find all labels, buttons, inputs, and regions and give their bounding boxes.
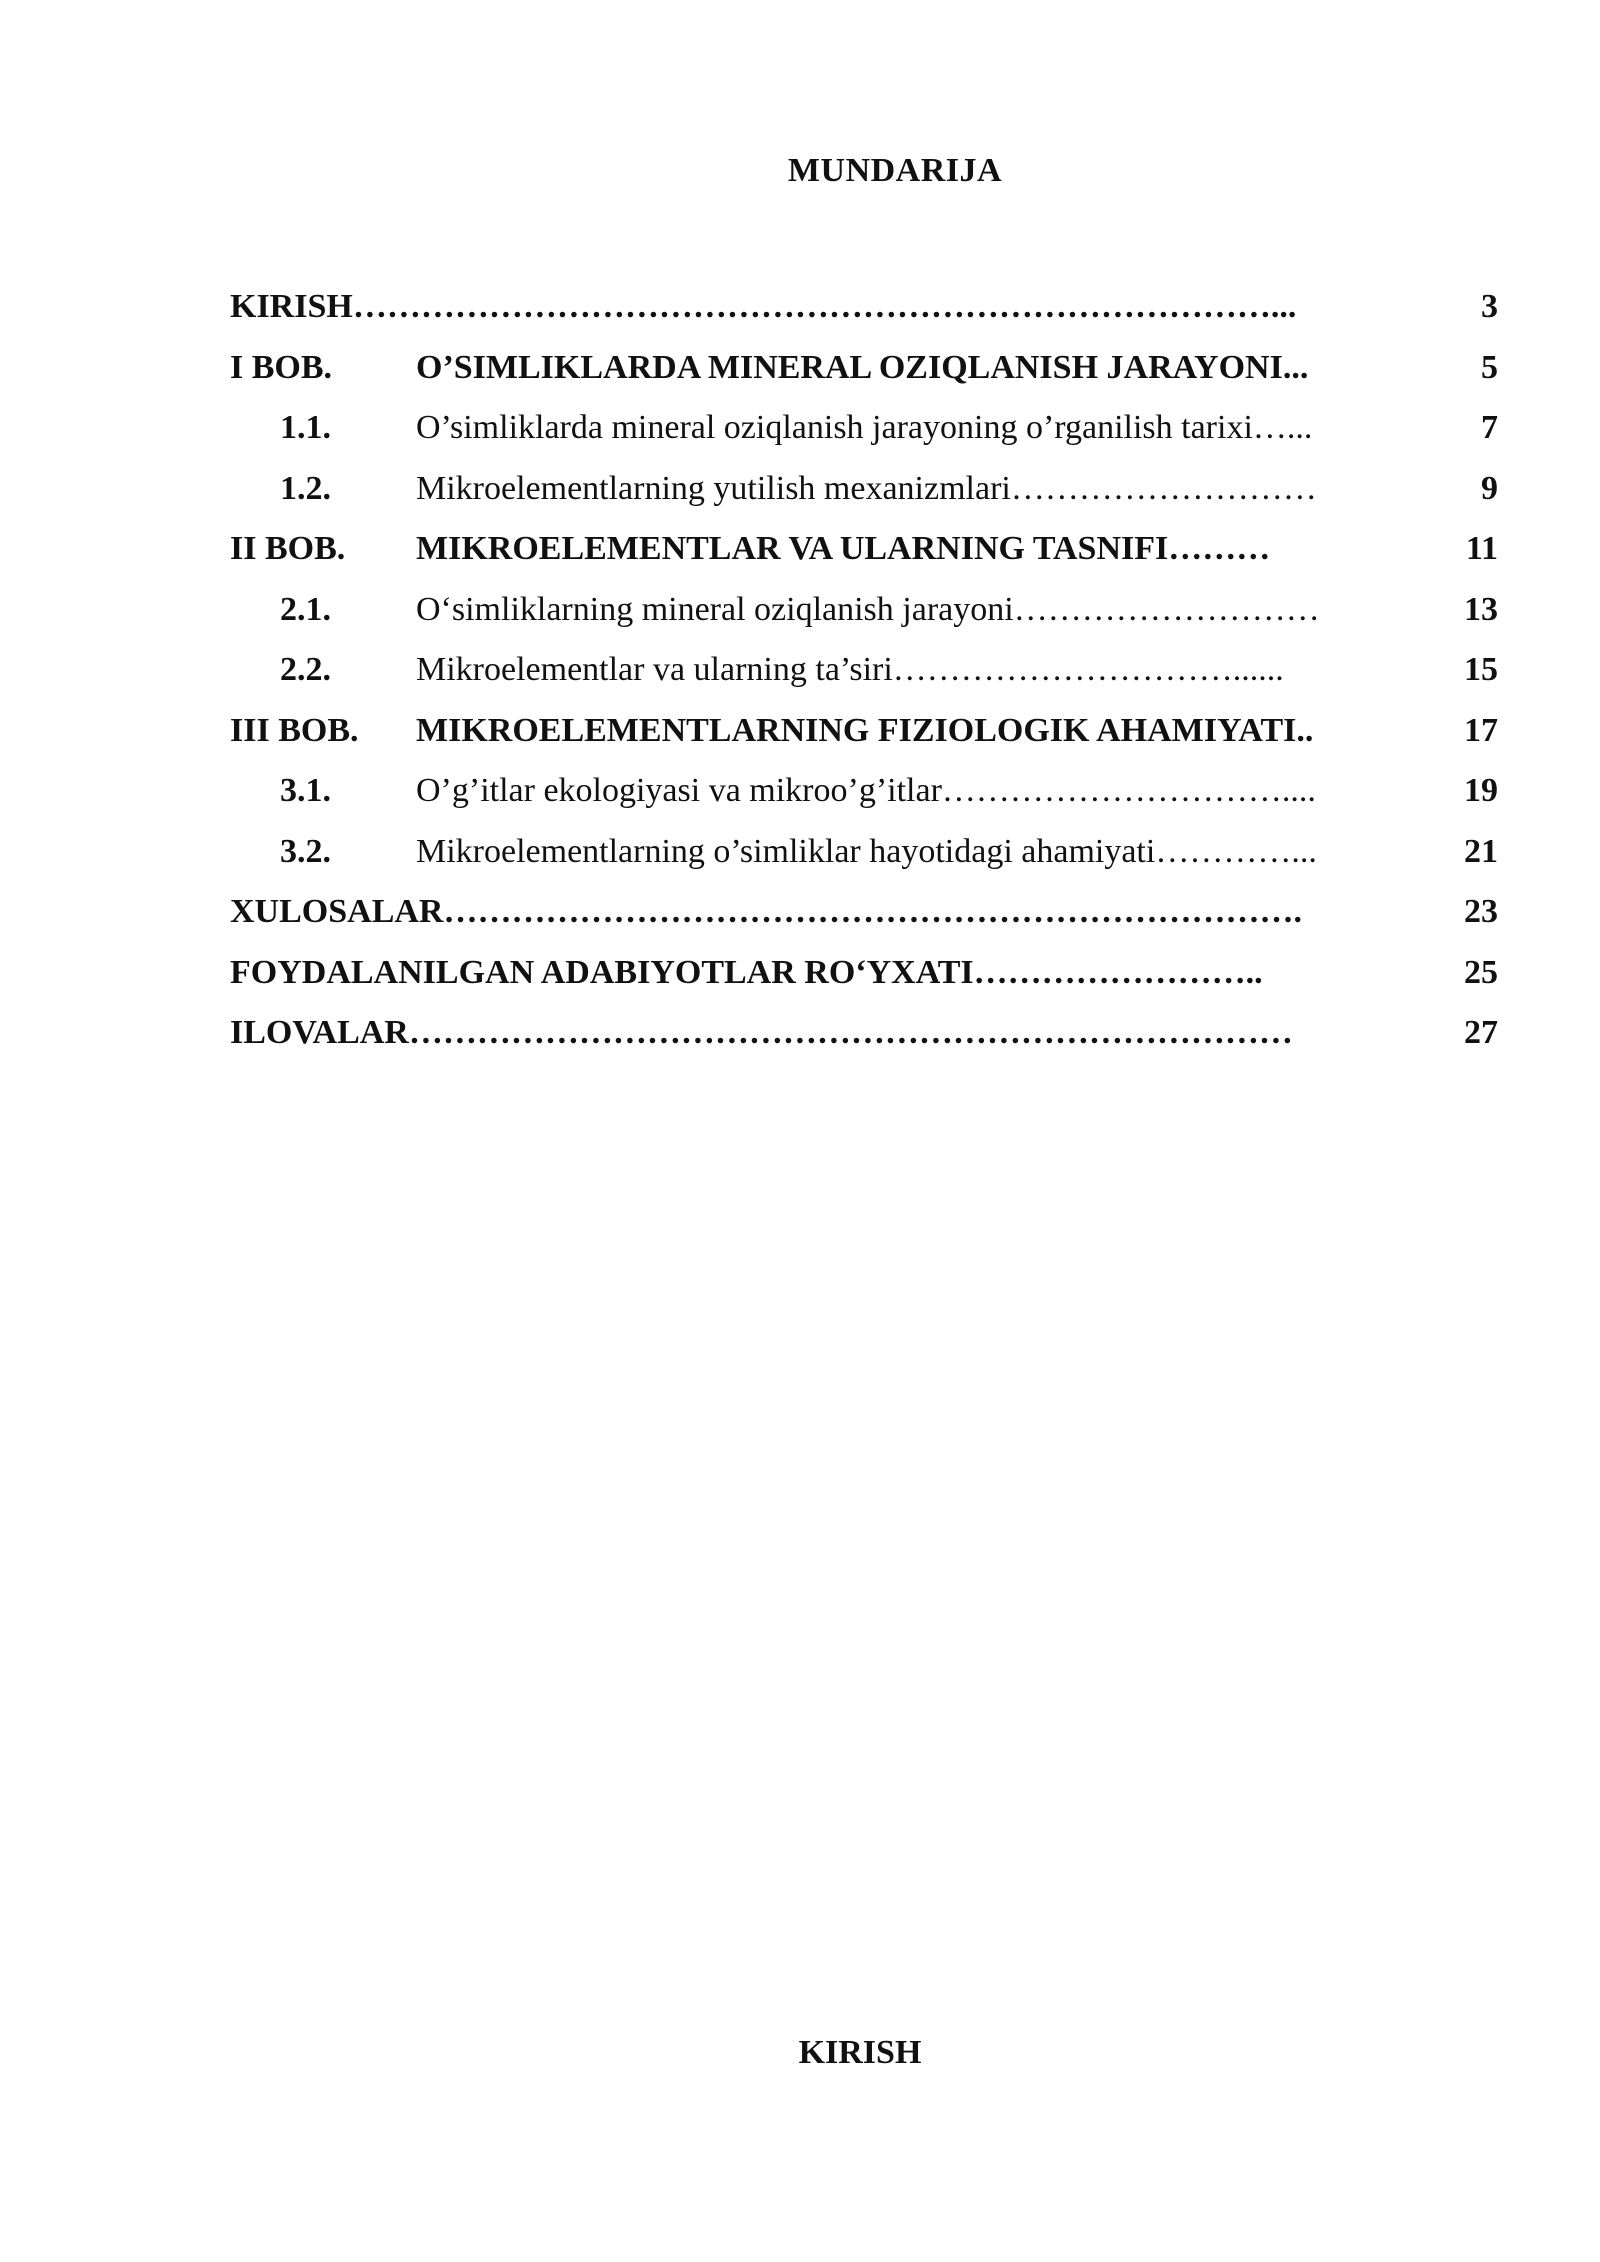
toc-entry-label: 2.2. [280, 651, 331, 688]
toc-entry-page: 15 [1464, 651, 1498, 688]
toc-entry-label: I BOB. [230, 348, 333, 386]
toc-entry-title: O’simliklarda mineral oziqlanish jarayoning o’rganilish tarixi…... [416, 409, 1313, 446]
toc-entry-label: 3.1. [280, 772, 331, 809]
toc-entry-page: 5 [1481, 348, 1498, 386]
toc-entry-page: 3 [1481, 288, 1498, 325]
toc-entry-section-2-2[interactable] [230, 640, 1498, 701]
toc-entry-section-1-1[interactable] [230, 398, 1498, 459]
toc-entry-chapter-1[interactable] [230, 338, 1498, 399]
toc-entry-ilovalar[interactable] [230, 1003, 1498, 1064]
toc-entry-page: 27 [1464, 1014, 1498, 1051]
toc-entry-chapter-3[interactable] [230, 701, 1498, 762]
toc-entry-page: 23 [1464, 893, 1498, 930]
toc-entry-title: KIRISH………………………………………………………………………... [230, 288, 1297, 325]
toc-entry-title: Mikroelementlarning yutilish mexanizmlari……………………… [416, 469, 1317, 507]
toc-entry-section-3-1[interactable] [230, 761, 1498, 822]
section-heading-kirish: KIRISH [798, 2034, 922, 2071]
toc-entry-title: XULOSALAR…………………………………………………………………. [230, 893, 1302, 930]
toc-entry-section-2-1[interactable] [230, 580, 1498, 641]
toc-entry-page: 21 [1464, 832, 1498, 870]
toc-entry-section-1-2[interactable] [230, 459, 1498, 520]
toc-entry-page: 11 [1465, 530, 1498, 567]
toc-entry-label: 2.1. [280, 590, 331, 628]
toc-entry-adabiyotlar[interactable] [230, 943, 1498, 1004]
toc-entry-title: O’SIMLIKLARDA MINERAL OZIQLANISH JARAYONI... [416, 348, 1309, 386]
toc-entry-label: 1.1. [280, 409, 331, 446]
toc-entry-title: MIKROELEMENTLARNING FIZIOLOGIK AHAMIYATI.. [416, 711, 1314, 749]
page-title: MUNDARIJA [787, 152, 1003, 189]
toc-entry-kirish[interactable] [230, 277, 1498, 338]
toc-entry-chapter-2[interactable] [230, 519, 1498, 580]
toc-entry-page: 13 [1464, 590, 1498, 628]
toc-entry-label: 3.2. [280, 832, 331, 870]
toc-entry-title: MIKROELEMENTLAR VA ULARNING TASNIFI……… [416, 530, 1271, 567]
toc-entry-section-3-2[interactable] [230, 822, 1498, 883]
toc-entry-label: 1.2. [280, 469, 331, 507]
table-of-contents [230, 277, 1498, 1064]
toc-entry-title: O‘simliklarning mineral oziqlanish jarayoni……………………… [416, 590, 1320, 628]
toc-entry-title: ILOVALAR…………………………………………………………………… [230, 1014, 1293, 1051]
toc-entry-title: Mikroelementlarning o’simliklar hayotidagi ahamiyati…………... [416, 832, 1317, 870]
toc-entry-title: FOYDALANILGAN ADABIYOTLAR RO‘YXATI…………………….. [230, 953, 1263, 991]
toc-entry-page: 25 [1464, 953, 1498, 991]
toc-entry-page: 17 [1464, 711, 1498, 749]
toc-entry-page: 7 [1481, 409, 1498, 446]
toc-entry-page: 19 [1464, 772, 1498, 809]
toc-entry-page: 9 [1481, 469, 1498, 507]
toc-entry-title: Mikroelementlar va ularning ta’siri…………………………...... [416, 651, 1284, 688]
toc-entry-label: III BOB. [230, 711, 359, 749]
toc-entry-title: O’g’itlar ekologiyasi va mikroo’g’itlar………………………….... [416, 772, 1316, 809]
toc-entry-xulosalar[interactable] [230, 882, 1498, 943]
toc-entry-label: II BOB. [230, 530, 346, 567]
